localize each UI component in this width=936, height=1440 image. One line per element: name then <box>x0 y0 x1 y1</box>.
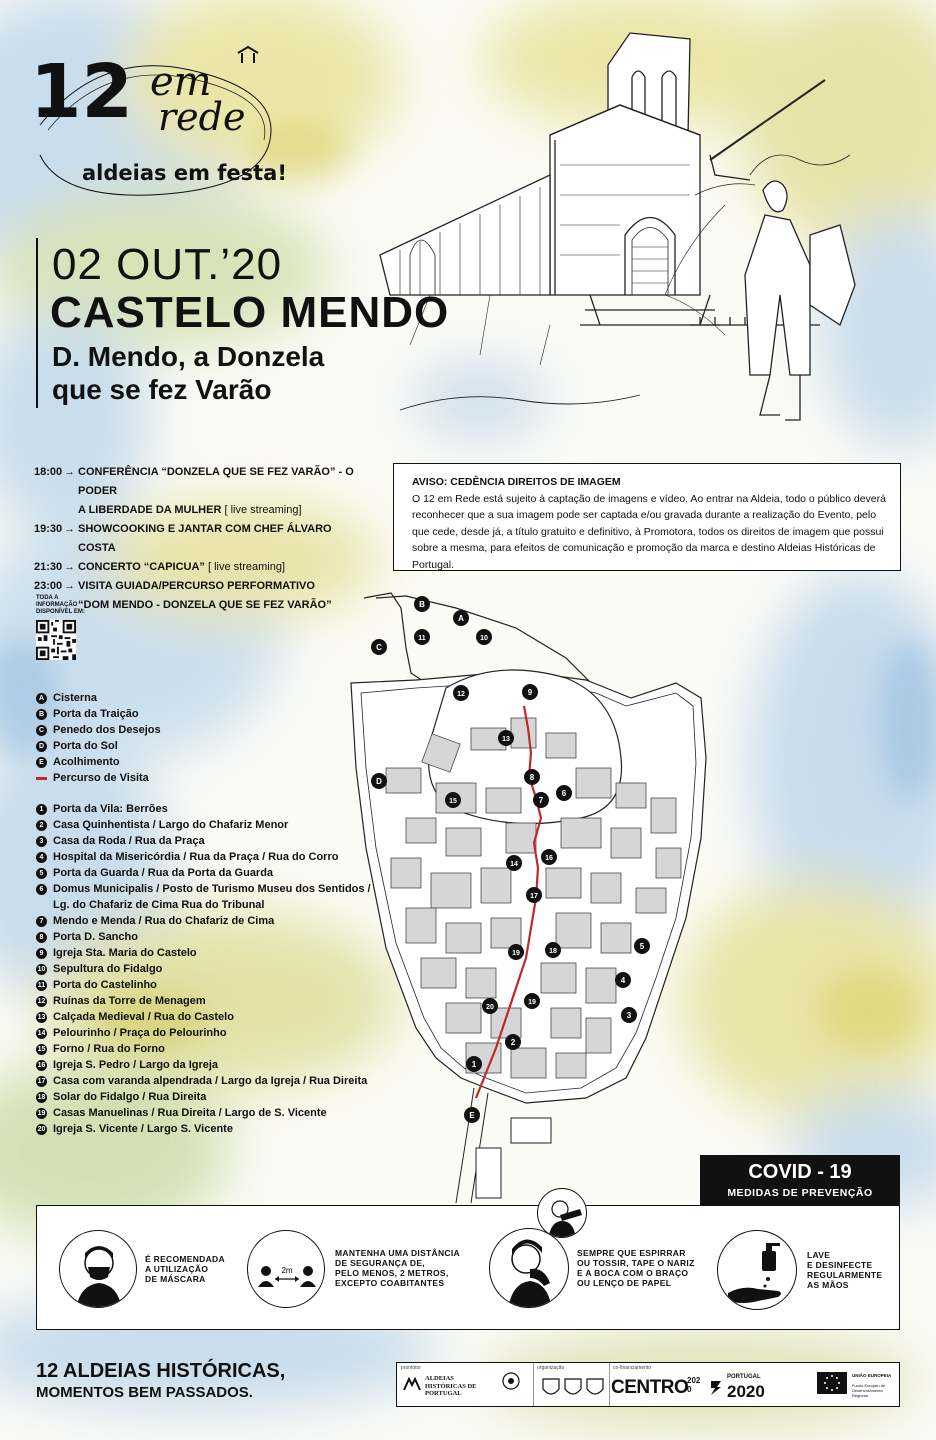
tagline-line-2: que se fez Varão <box>52 374 272 405</box>
notice-body: O 12 em Rede está sujeito à captação de imagens e vídeo. Ao entrar na Aldeia, todo o público deverá reconhecer que a sua imagem pode ser captada e/ou gravada durante a realização do Evento, pelo que cede, desde já, a título gratuito e definitivo, à Promotora, todos os direitos de imagem que possui sobre a mesma, para efeitos de comunicação e promoção da marca e destino Aldeias Históricas de Portugal. <box>412 492 886 571</box>
notice-title: AVISO: CEDÊNCIA DIREITOS DE IMAGEM <box>412 476 621 488</box>
organizacao-label: organização <box>537 1365 565 1371</box>
sponsors-bar <box>396 1362 900 1407</box>
legend-label: Ruínas da Torre de Menagem <box>53 995 206 1007</box>
legend-marker: E <box>36 757 47 768</box>
sneeze-text: SEMPRE QUE ESPIRRAR OU TOSSIR, TAPE O NARIZ E A BOCA COM O BRAÇO OU LENÇO DE PAPEL <box>577 1248 695 1288</box>
map-legend-letters <box>36 690 386 786</box>
legend-item <box>36 817 386 833</box>
schedule-text: SHOWCOOKING E JANTAR COM CHEF ÁLVARO COSTA <box>78 523 332 554</box>
sneeze-icon <box>489 1228 569 1308</box>
legend-marker: 11 <box>37 981 46 989</box>
legend-item <box>36 1009 386 1025</box>
map-marker[interactable] <box>556 785 572 801</box>
map-marker[interactable] <box>634 938 650 954</box>
legend-label: Casas Manuelinas / Rua Direita / Largo de S. Vicente <box>53 1107 327 1119</box>
legend-label: Domus Municipalis / Posto de Turismo Museu dos Sentidos / <box>53 883 371 895</box>
map-marker-label: 16 <box>545 855 553 862</box>
legend-label: Casa Quinhentista / Largo do Chafariz Menor <box>53 819 289 831</box>
map-marker-label: 15 <box>449 798 457 805</box>
legend-item <box>36 1105 386 1121</box>
legend-marker: 12 <box>37 997 46 1005</box>
legend-item <box>36 977 386 993</box>
legend-label: Casa com varanda alpendrada / Largo da Igreja / Rua Direita <box>53 1075 368 1087</box>
legend-marker: 10 <box>37 965 46 973</box>
legend-label: Forno / Rua do Forno <box>53 1043 165 1055</box>
map-marker[interactable] <box>414 596 430 612</box>
map-marker[interactable] <box>371 639 387 655</box>
portugal-logo-text: PORTUGAL <box>727 1374 761 1380</box>
map-marker[interactable] <box>464 1107 480 1123</box>
legend-marker: 14 <box>37 1029 46 1037</box>
map-marker-label: 7 <box>538 796 544 805</box>
legend-item <box>36 1057 386 1073</box>
map-marker-label: 14 <box>510 861 518 868</box>
legend-label: Porta da Guarda / Rua da Porta da Guarda <box>53 867 274 879</box>
covid-measures <box>36 1205 900 1330</box>
event-tagline <box>52 340 352 406</box>
legend-marker: 19 <box>37 1109 46 1117</box>
map-marker[interactable] <box>524 769 540 785</box>
legend-item <box>36 1073 386 1089</box>
logo-number: 12 <box>30 49 133 135</box>
map-marker-label: 13 <box>502 736 510 743</box>
legend-label: Percurso de Visita <box>53 772 149 784</box>
map-marker-label: A <box>458 614 464 623</box>
sponsor-divider <box>609 1363 610 1406</box>
map-marker-label: B <box>419 600 425 609</box>
legend-marker: 4 <box>36 852 47 863</box>
legend-item <box>36 1041 386 1057</box>
schedule-continuation <box>34 501 364 520</box>
schedule-item <box>34 577 364 596</box>
legend-label: Casa da Roda / Rua da Praça <box>53 835 205 847</box>
covid-title: COVID - 19 <box>748 1161 852 1183</box>
event-schedule <box>34 463 364 615</box>
regional-emblem-icon <box>501 1371 521 1391</box>
eu-label: UNIÃO EUROPEIA <box>852 1373 892 1378</box>
legend-item <box>36 722 386 738</box>
promotor-label: promotor <box>401 1365 422 1371</box>
map-marker[interactable] <box>541 849 557 865</box>
castle-knight-illustration <box>370 25 870 455</box>
schedule-time: 18:00 <box>34 466 63 478</box>
legend-marker: 16 <box>37 1061 46 1069</box>
map-marker-label: 10 <box>480 635 488 642</box>
qr-code[interactable] <box>36 620 76 660</box>
map-marker-label: D <box>376 777 382 786</box>
route-line-swatch <box>36 777 47 780</box>
distance-label: 2m <box>281 1266 293 1275</box>
map-marker[interactable] <box>522 684 538 700</box>
portugal-year: 2020 <box>727 1382 765 1401</box>
legend-label: Calçada Medieval / Rua do Castelo <box>53 1011 234 1023</box>
live-streaming-note: [ live streaming] <box>224 504 302 516</box>
map-marker[interactable] <box>453 610 469 626</box>
legend-item <box>36 849 386 865</box>
map-marker[interactable] <box>445 792 461 808</box>
footer-line-2: MOMENTOS BEM PASSADOS. <box>36 1384 253 1401</box>
arrow-right-icon: → <box>64 580 75 592</box>
map-marker[interactable] <box>545 942 561 958</box>
legend-marker: A <box>36 693 47 704</box>
footer-slogan <box>36 1360 285 1404</box>
legend-label: Solar do Fidalgo / Rua Direita <box>53 1091 207 1103</box>
map-marker[interactable] <box>466 1056 482 1072</box>
eu-fund-label: Fundo Europeu de Desenvolvimento Regional <box>852 1383 886 1398</box>
schedule-text: CONFERÊNCIA “DONZELA QUE SE FEZ VARÃO” - O PODER <box>78 466 354 497</box>
map-marker[interactable] <box>533 792 549 808</box>
legend-marker: 3 <box>36 836 47 847</box>
info-label <box>36 595 96 616</box>
map-marker[interactable] <box>506 855 522 871</box>
map-marker[interactable] <box>505 1034 521 1050</box>
map-marker-label: 19 <box>512 950 520 957</box>
schedule-item <box>34 463 364 501</box>
map-marker[interactable] <box>476 629 492 645</box>
arrow-right-icon: → <box>64 523 75 535</box>
map-marker[interactable] <box>482 998 498 1014</box>
distance-icon <box>247 1230 325 1308</box>
legend-item <box>36 897 386 913</box>
legend-item <box>36 801 386 817</box>
eu-flag-icon <box>817 1372 847 1394</box>
map-marker-label: 20 <box>486 1004 494 1011</box>
village-map[interactable] <box>346 588 736 1203</box>
hands-text: LAVE E DESINFECTE REGULARMENTE AS MÃOS <box>807 1250 883 1290</box>
hand-sanitizer-icon <box>717 1230 797 1310</box>
elbow-cough-icon <box>537 1188 587 1238</box>
schedule-text-cont: A LIBERDADE DA MULHER <box>78 504 222 516</box>
sponsor-divider <box>533 1363 534 1406</box>
legend-item-route <box>36 770 386 786</box>
legend-marker: 5 <box>36 868 47 879</box>
centro-year: 2020 <box>687 1376 701 1394</box>
arrow-right-icon: → <box>64 561 75 573</box>
legend-item <box>36 1121 386 1137</box>
map-marker-label: 2 <box>510 1038 516 1047</box>
map-marker-label: E <box>469 1111 475 1120</box>
schedule-text: VISITA GUIADA/PERCURSO PERFORMATIVO <box>78 580 315 592</box>
title-divider <box>36 238 38 408</box>
legend-label: Penedo dos Desejos <box>53 724 161 736</box>
map-marker-label: 19 <box>528 999 536 1006</box>
centro-logo: CENTRO <box>611 1377 689 1398</box>
legend-marker: C <box>36 725 47 736</box>
schedule-text-cont: “DOM MENDO - DONZELA QUE SE FEZ VARÃO” <box>78 599 332 611</box>
mask-icon <box>59 1230 137 1308</box>
map-marker-label: 9 <box>527 688 533 697</box>
legend-label: Igreja Sta. Maria do Castelo <box>53 947 197 959</box>
map-marker[interactable] <box>526 887 542 903</box>
logo-rede: rede <box>158 95 246 139</box>
legend-item <box>36 929 386 945</box>
info-label-line-2: DISPONÍVEL EM: <box>36 609 85 615</box>
schedule-text: CONCERTO “CAPICUA” <box>78 561 205 573</box>
info-label-line-1: TODA A INFORMAÇÃO <box>36 595 78 608</box>
legend-item <box>36 913 386 929</box>
legend-item <box>36 1089 386 1105</box>
legend-label: Porta do Castelinho <box>53 979 157 991</box>
legend-marker: 1 <box>36 804 47 815</box>
legend-label: Igreja S. Vicente / Largo S. Vicente <box>53 1123 233 1135</box>
covid-header <box>700 1155 900 1205</box>
legend-label: Acolhimento <box>53 756 120 768</box>
image-rights-notice <box>393 463 901 571</box>
legend-label: Igreja S. Pedro / Largo da Igreja <box>53 1059 219 1071</box>
legend-label: Porta do Sol <box>53 740 118 752</box>
map-marker-label: 8 <box>529 773 535 782</box>
legend-label: Cisterna <box>53 692 98 704</box>
legend-label: Sepultura do Fidalgo <box>53 963 163 975</box>
legend-label: Porta da Traição <box>53 708 139 720</box>
map-marker[interactable] <box>615 972 631 988</box>
legend-item <box>36 993 386 1009</box>
arrow-right-icon: → <box>64 466 75 478</box>
schedule-time: 23:00 <box>34 580 63 592</box>
legend-marker: 17 <box>37 1077 46 1085</box>
map-marker[interactable] <box>371 773 387 789</box>
map-marker-label: C <box>376 643 382 652</box>
legend-marker: 2 <box>36 820 47 831</box>
covid-subtitle: MEDIDAS DE PREVENÇÃO <box>727 1187 873 1199</box>
legend-marker: 6 <box>36 884 47 895</box>
map-marker-label: 12 <box>457 691 465 698</box>
map-marker[interactable] <box>498 730 514 746</box>
legend-label: Hospital da Misericórdia / Rua da Praça / Rua do Corro <box>53 851 339 863</box>
schedule-item <box>34 520 364 558</box>
legend-marker: B <box>36 709 47 720</box>
map-marker-label: 6 <box>561 789 567 798</box>
legend-item <box>36 1025 386 1041</box>
legend-item <box>36 738 386 754</box>
event-date: 02 OUT.’20 <box>52 240 283 289</box>
municipality-crests-icon <box>541 1375 605 1399</box>
legend-marker: 9 <box>36 948 47 959</box>
legend-item <box>36 690 386 706</box>
live-streaming-note: [ live streaming] <box>207 561 286 573</box>
map-marker[interactable] <box>414 629 430 645</box>
map-marker[interactable] <box>508 944 524 960</box>
map-legend-numbers <box>36 801 386 1137</box>
legend-marker: 15 <box>37 1045 46 1053</box>
village-name: CASTELO MENDO <box>50 288 450 337</box>
mask-text: É RECOMENDADA A UTILIZAÇÃO DE MÁSCARA <box>145 1254 225 1284</box>
distance-text: MANTENHA UMA DISTÂNCIA DE SEGURANÇA DE, PELO MENOS, 2 METROS, EXCEPTO COABITANTES <box>335 1248 460 1288</box>
aldeias-logo-icon <box>403 1377 421 1391</box>
legend-label: Porta D. Sancho <box>53 931 138 943</box>
legend-item <box>36 754 386 770</box>
logo-subtitle: aldeias em festa! <box>82 161 287 185</box>
legend-marker: D <box>36 741 47 752</box>
legend-marker: 18 <box>37 1093 46 1101</box>
map-marker-label: 18 <box>549 948 557 955</box>
schedule-time: 19:30 <box>34 523 63 535</box>
schedule-item <box>34 558 364 577</box>
map-marker-label: 3 <box>626 1011 632 1020</box>
legend-marker: 8 <box>36 932 47 943</box>
legend-label: Porta da Vila: Berrões <box>53 803 168 815</box>
legend-marker: 13 <box>37 1013 46 1021</box>
portugal-2020-icon <box>709 1379 723 1395</box>
legend-marker: 7 <box>36 916 47 927</box>
schedule-time: 21:30 <box>34 561 63 573</box>
map-marker[interactable] <box>621 1007 637 1023</box>
legend-marker: 20 <box>37 1125 46 1133</box>
map-marker-label: 5 <box>639 942 645 951</box>
tagline-line-1: D. Mendo, a Donzela <box>52 341 325 372</box>
cofinanciamento-label: co-financiamento <box>613 1365 652 1371</box>
event-logo <box>30 49 290 205</box>
legend-item <box>36 833 386 849</box>
legend-label: Lg. do Chafariz de Cima Rua do Tribunal <box>53 899 265 911</box>
aldeias-logo-text: ALDEIAS HISTÓRICAS DE PORTUGAL <box>425 1375 477 1397</box>
legend-item <box>36 706 386 722</box>
legend-item <box>36 865 386 881</box>
map-marker[interactable] <box>524 993 540 1009</box>
map-marker-label: 4 <box>620 976 626 985</box>
footer-line-1: 12 ALDEIAS HISTÓRICAS, <box>36 1360 286 1382</box>
map-marker-label: 17 <box>530 893 538 900</box>
legend-item <box>36 881 386 897</box>
legend-label: Mendo e Menda / Rua do Chafariz de Cima <box>53 915 275 927</box>
map-marker-label: 11 <box>418 635 426 642</box>
map-marker[interactable] <box>453 685 469 701</box>
legend-label: Pelourinho / Praça do Pelourinho <box>53 1027 227 1039</box>
map-marker-label: 1 <box>471 1060 477 1069</box>
legend-item <box>36 945 386 961</box>
logo-em: em <box>150 59 212 105</box>
legend-item <box>36 961 386 977</box>
